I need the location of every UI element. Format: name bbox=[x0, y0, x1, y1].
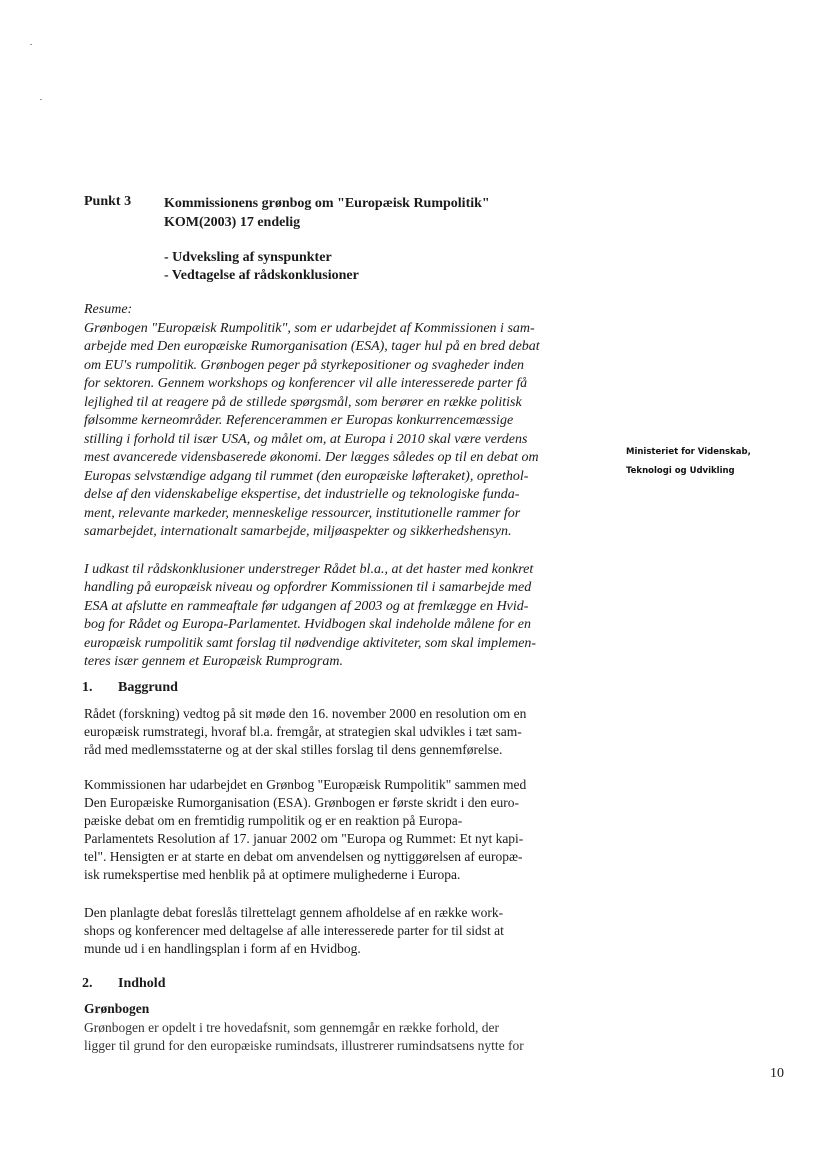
section-number: 1. bbox=[82, 680, 93, 695]
ministry-line: Ministeriet for Videnskab, bbox=[626, 447, 751, 457]
summary-line: ESA at afslutte en rammeaftale før udgangen af 2003 og at fremlægge en Hvid- bbox=[84, 598, 529, 614]
summary-line: om EU's rumpolitik. Grønbogen peger på styrkepositioner og svagheder inden bbox=[84, 357, 525, 373]
background-paragraph-1 bbox=[84, 705, 604, 759]
summary-line: bog for Rådet og Europa-Parlamentet. Hvidbogen skal indeholde målene for en bbox=[84, 617, 532, 632]
summary-label: Resume: bbox=[84, 302, 133, 317]
summary-line: ment, relevante markeder, menneskelige ressourcer, institutionelle rammer for bbox=[84, 505, 521, 521]
agenda-title-line: Kommissionens grønbog om "Europæisk Rumpolitik" bbox=[164, 196, 490, 211]
agenda-title-line: KOM(2003) 17 endelig bbox=[164, 215, 301, 230]
body-line: tel". Hensigten er at starte en debat om anvendelsen og nyttiggørelsen af europæ- bbox=[84, 849, 523, 864]
body-line: Kommissionen har udarbejdet en Grønbog "Europæisk Rumpolitik" sammen med bbox=[84, 777, 527, 792]
summary-line: europæisk rumpolitik samt forslag til nødvendige aktiviteter, som skal implemen- bbox=[84, 635, 537, 651]
summary-line: mest avancerede vidensbaserede økonomi. Der lægges således op til en debat om bbox=[84, 450, 539, 465]
summary-line: Europas selvstændige adgang til rummet (den europæiske løfteraket), oprethol- bbox=[84, 468, 529, 484]
body-line: Den planlagte debat foreslås tilrettelagt gennem afholdelse af en række work- bbox=[84, 905, 504, 920]
section-title: Indhold bbox=[118, 976, 166, 991]
body-line: pæiske debat om en fremtidig rumpolitik og er en reaktion på Europa- bbox=[84, 813, 463, 828]
background-paragraph-2 bbox=[84, 776, 604, 884]
summary-line: følsomme kerneområder. Referencerammen er Europas konkurrencemæssige bbox=[84, 413, 514, 428]
summary-line: Grønbogen "Europæisk Rumpolitik", som er udarbejdet af Kommissionen i sam- bbox=[84, 320, 535, 336]
content-paragraph bbox=[84, 1019, 604, 1055]
summary-line: lejlighed til at reagere på de stillede spørgsmål, som berører en række politisk bbox=[84, 394, 522, 410]
agenda-actions bbox=[164, 249, 359, 285]
agenda-item-title bbox=[164, 194, 584, 232]
body-line: råd med medlemsstaterne og at der skal stilles forslag til dens gennemførelse. bbox=[84, 742, 503, 757]
page-number: 10 bbox=[770, 1066, 784, 1081]
body-line: munde ud i en handlingsplan i form af en Hvidbog. bbox=[84, 941, 361, 956]
summary-line: teres især gennem et Europæisk Rumprogram. bbox=[84, 654, 343, 669]
agenda-action-line: - Vedtagelse af rådskonklusioner bbox=[164, 268, 359, 283]
scan-speck bbox=[40, 99, 42, 100]
section-title: Baggrund bbox=[118, 680, 178, 695]
summary-line: arbejde med Den europæiske Rumorganisation (ESA), tager hul på en bred debat bbox=[84, 339, 540, 354]
ministry-sidebar-note bbox=[626, 443, 751, 481]
body-line: ligger til grund for den europæiske rumindsats, illustrerer rumindsatsens nytte for bbox=[84, 1038, 524, 1053]
ministry-line: Teknologi og Udvikling bbox=[626, 466, 735, 476]
summary-line: delse af den videnskabelige ekspertise, det industrielle og teknologiske funda- bbox=[84, 487, 520, 502]
section-heading-content bbox=[82, 976, 165, 992]
scan-speck bbox=[30, 44, 32, 45]
agenda-item-label: Punkt 3 bbox=[84, 194, 132, 209]
summary-line: handling på europæisk niveau og opfordrer Kommissionen til i samarbejde med bbox=[84, 580, 532, 595]
summary-line: for sektoren. Gennem workshops og konferencer vil alle interesserede parter få bbox=[84, 376, 528, 391]
section-heading-background bbox=[82, 680, 178, 696]
summary-line: stilling i forhold til især USA, og målet om, at Europa i 2010 skal være verdens bbox=[84, 431, 528, 447]
body-line: isk rumekspertise med henblik på at optimere mulighederne i Europa. bbox=[84, 867, 461, 882]
summary-line: I udkast til rådskonklusioner understreger Rådet bl.a., at det haster med konkret bbox=[84, 561, 534, 577]
body-line: Rådet (forskning) vedtog på sit møde den 16. november 2000 en resolution om en bbox=[84, 706, 527, 721]
summary-paragraph-1 bbox=[84, 320, 604, 542]
summary-paragraph-2 bbox=[84, 561, 604, 672]
body-line: Grønbogen er opdelt i tre hovedafsnit, som gennemgår en række forhold, der bbox=[84, 1020, 500, 1035]
agenda-action-line: - Udveksling af synspunkter bbox=[164, 250, 332, 265]
section-number: 2. bbox=[82, 976, 93, 991]
body-line: Parlamentets Resolution af 17. januar 2002 om "Europa og Rummet: Et nyt kapi- bbox=[84, 831, 524, 846]
subsection-heading: Grønbogen bbox=[84, 1001, 150, 1016]
background-paragraph-3 bbox=[84, 904, 604, 958]
summary-line: samarbejdet, internationalt samarbejde, miljøaspekter og sikkerhedshensyn. bbox=[84, 524, 512, 539]
body-line: europæisk rumstrategi, hvoraf bl.a. fremgår, at strategien skal udvikles i tæt sam- bbox=[84, 724, 522, 739]
summary-block bbox=[84, 301, 604, 672]
body-line: shops og konferencer med deltagelse af alle interesserede parter for til sidst at bbox=[84, 923, 504, 938]
body-line: Den Europæiske Rumorganisation (ESA). Grønbogen er første skridt i den euro- bbox=[84, 795, 520, 810]
